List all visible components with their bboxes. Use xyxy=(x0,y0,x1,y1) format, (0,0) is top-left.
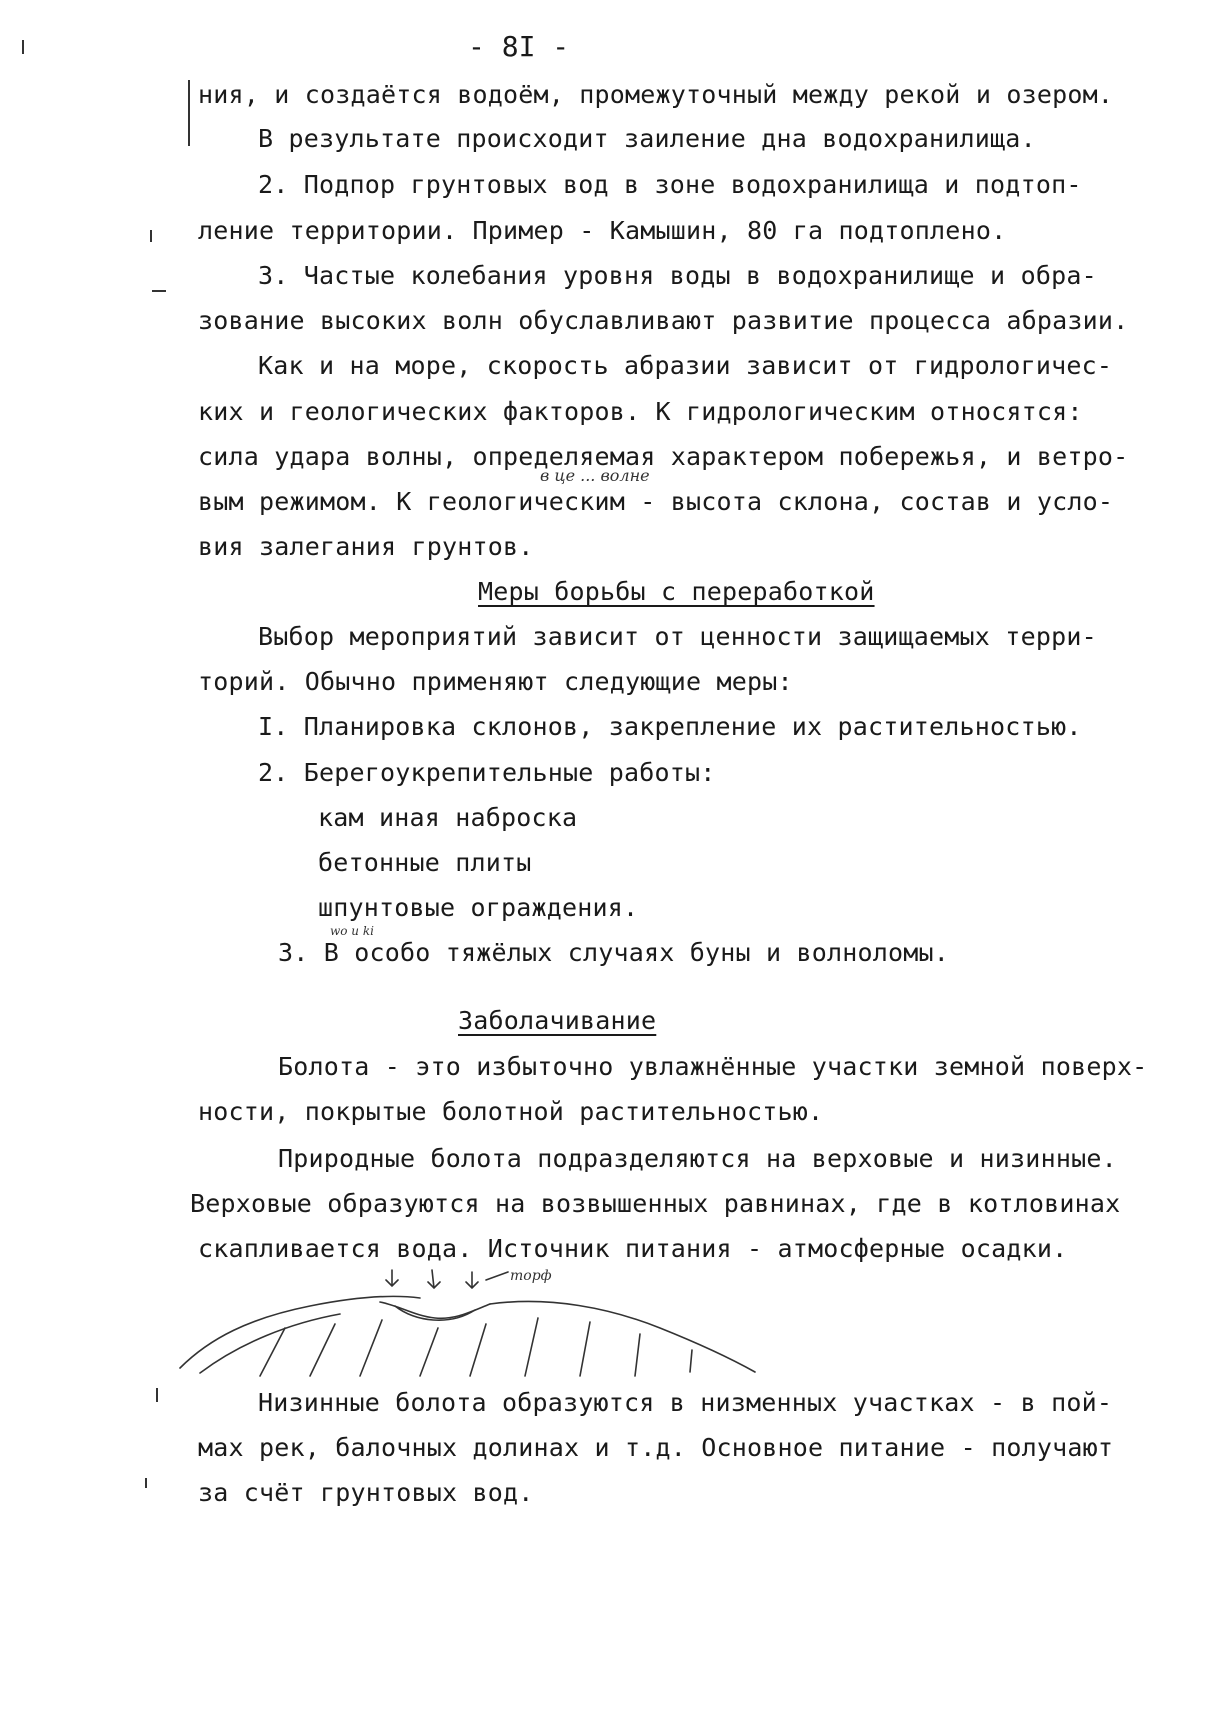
sketch-hatch xyxy=(260,1328,285,1376)
bog-sketch xyxy=(170,1268,810,1380)
text-line: ление территории. Пример - Камышин, 80 га подтоплено. xyxy=(198,216,1007,245)
sketch-hatch xyxy=(525,1318,538,1376)
text-line: В результате происходит заиление дна водохранилища. xyxy=(258,124,1036,153)
margin-tick xyxy=(156,1388,158,1402)
text-line: Природные болота подразделяются на верховые и низинные. xyxy=(278,1144,1117,1173)
list-item: 3. В особо тяжёлых случаях буны и волноломы. xyxy=(278,938,950,967)
list-item: 2. Берегоукрепительные работы: xyxy=(258,758,716,787)
margin-tick xyxy=(145,1478,147,1488)
text-line: за счёт грунтовых вод. xyxy=(198,1478,534,1507)
sub-list-item: кам иная наброска xyxy=(318,803,578,832)
text-line: ности, покрытые болотной растительностью. xyxy=(198,1097,824,1126)
text-line: вым режимом. К геологическим - высота склона, состав и усло- xyxy=(198,487,1114,516)
margin-tick xyxy=(152,290,166,292)
text-line: зование высоких волн обуславливают развитие процесса абразии. xyxy=(198,306,1129,335)
text-line: Выбор мероприятий зависит от ценности защищаемых терри- xyxy=(258,622,1097,651)
text-line: 2. Подпор грунтовых вод в зоне водохранилища и подтоп- xyxy=(258,170,1082,199)
text-line: вия залегания грунтов. xyxy=(198,532,534,561)
text-line: торий. Обычно применяют следующие меры: xyxy=(198,667,793,696)
sketch-surface-line xyxy=(490,1301,755,1372)
sketch-surface-line xyxy=(200,1314,340,1373)
text-line: ния, и создаётся водоём, промежуточный между рекой и озером. xyxy=(198,80,1114,109)
text-line: сила удара волны, определяемая характером побережья, и ветро- xyxy=(198,442,1129,471)
text-line: ких и геологических факторов. К гидрологическим относятся: xyxy=(198,397,1083,426)
text-line: Верховые образуются на возвышенных равнинах, где в котловинах xyxy=(190,1189,1121,1218)
handwritten-note: в це ... волне xyxy=(540,466,650,485)
sketch-hatch xyxy=(420,1328,438,1376)
text-line: Как и на море, скорость абразии зависит от гидрологичес- xyxy=(258,351,1113,380)
section-heading: Меры борьбы с переработкой xyxy=(478,577,875,606)
text-line: Болота - это избыточно увлажнённые участки земной поверх- xyxy=(278,1052,1148,1081)
sketch-hatch xyxy=(310,1324,335,1376)
sketch-hatch xyxy=(690,1350,692,1372)
sketch-hatch xyxy=(635,1334,640,1376)
sub-list-item: бетонные плиты xyxy=(318,848,532,877)
sketch-arrow xyxy=(428,1270,440,1288)
handwritten-note: wo u ki xyxy=(330,924,374,938)
sub-list-item: шпунтовые ограждения. xyxy=(318,893,639,922)
sketch-surface-line xyxy=(180,1296,420,1368)
margin-tick xyxy=(150,230,152,242)
text-line: 3. Частые колебания уровня воды в водохранилище и обра- xyxy=(258,261,1097,290)
text-line: Низинные болота образуются в низменных участках - в пой- xyxy=(258,1388,1113,1417)
sketch-arrow xyxy=(386,1270,398,1286)
sketch-hatch xyxy=(470,1324,486,1376)
sketch-hatch xyxy=(360,1320,382,1376)
margin-bracket xyxy=(188,80,190,146)
sketch-hatch xyxy=(580,1322,590,1376)
sketch-pointer xyxy=(486,1272,508,1280)
text-line: скапливается вода. Источник питания - атмосферные осадки. xyxy=(198,1234,1068,1263)
section-heading: Заболачивание xyxy=(458,1006,657,1035)
list-item: I. Планировка склонов, закрепление их растительностью. xyxy=(258,712,1082,741)
page-number: - 8I - xyxy=(468,30,570,63)
sketch-arrow xyxy=(466,1272,478,1288)
margin-tick xyxy=(22,40,24,54)
sketch-label: торф xyxy=(510,1268,552,1284)
text-line: мах рек, балочных долинах и т.д. Основное питание - получают xyxy=(198,1433,1114,1462)
